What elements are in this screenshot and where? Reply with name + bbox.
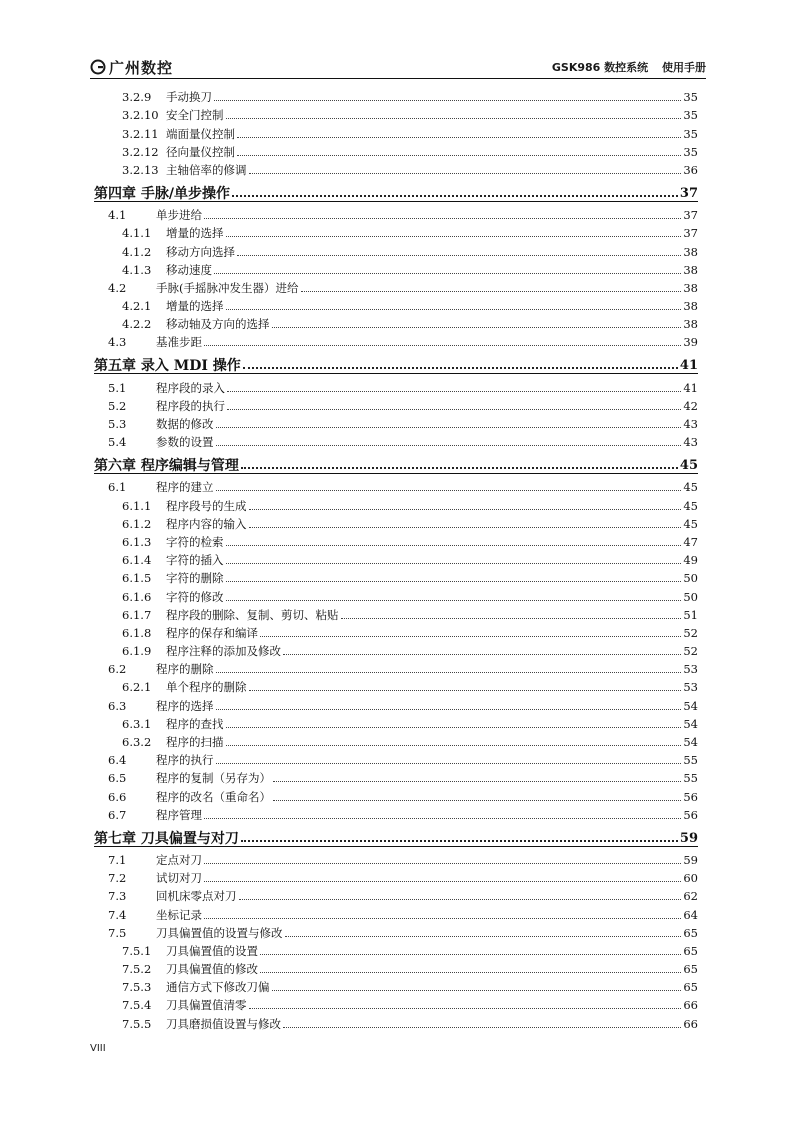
toc-title: 移动轴及方向的选择: [166, 317, 270, 332]
toc-entry-row[interactable]: [94, 513, 698, 531]
toc-entry-row[interactable]: [94, 994, 698, 1012]
toc-page-number: 41: [683, 380, 698, 395]
toc-page-number: 52: [683, 625, 698, 640]
toc-page-number: 53: [683, 680, 698, 695]
toc-entry-row[interactable]: [94, 313, 698, 331]
toc-page-number: 42: [683, 398, 698, 413]
toc-section-number: 4.1: [108, 208, 127, 223]
dot-leader: [216, 671, 682, 673]
toc-entry-row[interactable]: [94, 494, 698, 512]
dot-leader: [260, 635, 681, 637]
toc-page-number: 47: [683, 534, 698, 549]
header-title: [552, 59, 706, 75]
toc-page-number: 38: [683, 262, 698, 277]
toc-page-number: 55: [683, 771, 698, 786]
toc-page-number: 45: [683, 516, 698, 531]
toc-page-number: 43: [683, 417, 698, 431]
toc-title: 单步进给: [156, 208, 202, 223]
toc-page-number: 62: [683, 889, 698, 904]
toc-section-number: 7.1: [108, 852, 127, 867]
toc-entry-row[interactable]: [94, 958, 698, 976]
toc-section-number: 5.4: [108, 435, 127, 450]
toc-section-number: 7.5.1: [122, 943, 152, 958]
toc-entry-row[interactable]: [94, 585, 698, 603]
toc-entry-row[interactable]: [94, 676, 698, 694]
toc-entry-row[interactable]: [94, 658, 698, 676]
toc-entry-row[interactable]: [94, 549, 698, 567]
toc-entry-row[interactable]: [94, 431, 698, 449]
toc-entry-row[interactable]: [94, 204, 698, 222]
toc-section-number: 4.2.1: [122, 299, 152, 314]
toc-entry-row[interactable]: [94, 331, 698, 349]
toc-title: 刀具偏置值的设置: [166, 943, 258, 958]
toc-page-number: 35: [683, 126, 698, 141]
toc-page-number: 54: [683, 735, 698, 749]
toc-page-number: 52: [683, 644, 698, 659]
toc-page-number: 64: [683, 907, 698, 922]
toc-entry-row[interactable]: [94, 604, 698, 622]
toc-entry-row[interactable]: [94, 395, 698, 413]
toc-title: 程序的改名（重命名）: [156, 789, 271, 804]
toc-section-number: 6.3.2: [122, 735, 152, 749]
dot-leader: [249, 526, 682, 528]
toc-page-number: 65: [683, 962, 698, 977]
dot-leader: [226, 117, 682, 119]
toc-title: 安全门控制: [166, 108, 224, 123]
dot-leader: [241, 466, 678, 469]
dot-leader: [237, 254, 681, 256]
toc-page-number: 65: [683, 980, 698, 995]
dot-leader: [226, 580, 682, 582]
toc-section-number: 5.3: [108, 417, 127, 431]
dot-leader: [232, 194, 678, 197]
toc-title: 第四章 手脉/单步操作: [94, 185, 230, 202]
toc-chapter-row[interactable]: [94, 451, 698, 474]
toc-section-number: 6.4: [108, 753, 127, 768]
toc-title: 通信方式下修改刀偏: [166, 980, 270, 995]
dot-leader: [227, 408, 681, 410]
dot-leader: [214, 272, 681, 274]
dot-leader: [216, 489, 682, 491]
toc-section-number: 7.5.5: [122, 1016, 152, 1031]
toc-page-number: 45: [679, 458, 698, 474]
toc-entry-row[interactable]: [94, 567, 698, 585]
toc-section-number: 6.5: [108, 771, 127, 786]
dot-leader: [283, 1026, 681, 1028]
dot-leader: [204, 917, 681, 919]
toc-page-number: 35: [683, 90, 698, 105]
toc-section-number: 6.1.9: [122, 644, 152, 659]
toc-title: 程序管理: [156, 807, 202, 822]
toc-title: 刀具偏置值清零: [166, 998, 247, 1013]
toc-section-number: 6.3.1: [122, 716, 152, 731]
toc-page-number: 35: [683, 108, 698, 123]
toc-page-number: 65: [683, 925, 698, 940]
toc-page-number: 36: [683, 162, 698, 177]
toc-entry-row[interactable]: [94, 749, 698, 767]
dot-leader: [226, 744, 682, 746]
dot-leader: [249, 172, 682, 174]
toc-section-number: 6.2.1: [122, 680, 152, 695]
toc-section-number: 6.6: [108, 789, 127, 804]
toc-section-number: 7.5: [108, 925, 127, 940]
toc-entry-row[interactable]: [94, 767, 698, 785]
toc-title: 参数的设置: [156, 435, 214, 450]
dot-leader: [226, 308, 682, 310]
logo-text: 广州数控: [109, 58, 174, 77]
dot-leader: [214, 99, 681, 101]
toc-title: 第五章 录入 MDI 操作: [94, 358, 241, 375]
dot-leader: [273, 780, 681, 782]
toc-title: 字符的检索: [166, 534, 224, 549]
toc-page-number: 59: [679, 830, 698, 846]
toc-chapter-row[interactable]: [94, 179, 698, 202]
toc-title: 程序段的执行: [156, 398, 225, 413]
toc-title: 试切对刀: [156, 871, 202, 886]
dot-leader: [216, 426, 682, 428]
toc-title: 第六章 程序编辑与管理: [94, 458, 239, 475]
toc-entry-row[interactable]: [94, 849, 698, 867]
dot-leader: [226, 726, 682, 728]
toc-entry-row[interactable]: [94, 240, 698, 258]
toc-page-number: 50: [683, 571, 698, 586]
dot-leader: [237, 154, 681, 156]
toc-entry-row[interactable]: [94, 713, 698, 731]
toc-entry-row[interactable]: [94, 376, 698, 394]
dot-leader: [204, 344, 681, 346]
toc-section-number: 7.4: [108, 907, 127, 922]
toc-title: 刀具磨损值设置与修改: [166, 1016, 281, 1031]
toc-entry-row[interactable]: [94, 104, 698, 122]
toc-section-number: 7.3: [108, 889, 127, 904]
toc-entry-row[interactable]: [94, 804, 698, 822]
toc-page-number: 43: [683, 435, 698, 450]
toc-page-number: 49: [683, 553, 698, 568]
toc-title: 程序的复制（另存为）: [156, 771, 271, 786]
toc-page-number: 38: [683, 317, 698, 332]
toc-section-number: 7.5.3: [122, 980, 152, 995]
toc-title: 程序的删除: [156, 662, 214, 677]
dot-leader: [227, 390, 681, 392]
toc-section-number: 6.1.7: [122, 607, 152, 622]
dot-leader: [204, 217, 681, 219]
toc-section-number: 4.2.2: [122, 317, 152, 332]
toc-section-number: 7.5.2: [122, 962, 152, 977]
toc-title: 程序段的录入: [156, 380, 225, 395]
page-header: [90, 56, 706, 79]
dot-leader: [216, 708, 682, 710]
dot-leader: [204, 862, 681, 864]
toc-title: 手动换刀: [166, 90, 212, 105]
toc-entry-row[interactable]: [94, 122, 698, 140]
toc-section-number: 6.3: [108, 698, 127, 713]
toc-page-number: 65: [683, 943, 698, 958]
toc-title: 程序的查找: [166, 716, 224, 731]
toc-title: 程序注释的添加及修改: [166, 644, 281, 659]
toc-entry-row[interactable]: [94, 222, 698, 240]
dot-leader: [260, 953, 681, 955]
toc-page-number: 56: [683, 807, 698, 822]
toc-title: 程序的保存和编译: [166, 625, 258, 640]
toc-entry-row[interactable]: [94, 867, 698, 885]
toc-title: 数据的修改: [156, 417, 214, 431]
toc-page-number: 37: [679, 185, 698, 201]
toc-page-number: 37: [683, 226, 698, 241]
dot-leader: [301, 290, 682, 292]
toc-title: 定点对刀: [156, 852, 202, 867]
toc-page-number: 39: [683, 335, 698, 350]
dot-leader: [226, 544, 682, 546]
toc-title: 字符的修改: [166, 589, 224, 604]
toc-entry-row[interactable]: [94, 640, 698, 658]
toc-title: 程序的选择: [156, 698, 214, 713]
toc-section-number: 5.2: [108, 398, 127, 413]
toc-section-number: 3.2.10: [122, 108, 159, 123]
toc-title: 基准步距: [156, 335, 202, 350]
toc-page-number: 41: [679, 358, 698, 374]
toc-entry-row[interactable]: [94, 476, 698, 494]
toc-page-number: 45: [683, 498, 698, 513]
toc-entry-row[interactable]: [94, 259, 698, 277]
toc-entry-row[interactable]: [94, 694, 698, 712]
company-logo: [90, 56, 173, 78]
toc-section-number: 6.1.3: [122, 534, 152, 549]
toc-page-number: 53: [683, 662, 698, 677]
toc-section-number: 3.2.13: [122, 162, 159, 177]
toc-title: 移动速度: [166, 262, 212, 277]
toc-title: 程序的执行: [156, 753, 214, 768]
toc-title: 字符的插入: [166, 553, 224, 568]
toc-entry-row[interactable]: [94, 277, 698, 295]
dot-leader: [226, 562, 682, 564]
toc-entry-row[interactable]: [94, 86, 698, 104]
toc-page-number: 59: [683, 852, 698, 867]
toc-title: 程序的扫描: [166, 735, 224, 749]
toc-page-number: 38: [683, 244, 698, 259]
toc-entry-row[interactable]: [94, 885, 698, 903]
dot-leader: [273, 799, 681, 801]
dot-leader: [226, 235, 682, 237]
toc-section-number: 4.1.2: [122, 244, 152, 259]
page-number: VIII: [90, 1043, 106, 1054]
toc-title: 程序的建立: [156, 480, 214, 495]
toc-section-number: 6.1.4: [122, 553, 152, 568]
toc-entry-row[interactable]: [94, 295, 698, 313]
toc-title: 刀具偏置值的修改: [166, 962, 258, 977]
toc-page-number: 37: [683, 208, 698, 223]
toc-page-number: 66: [683, 1016, 698, 1031]
toc-title: 增量的选择: [166, 226, 224, 241]
toc-title: 坐标记录: [156, 907, 202, 922]
toc-page-number: 66: [683, 998, 698, 1013]
toc-title: 端面量仪控制: [166, 126, 235, 141]
toc-section-number: 6.1.5: [122, 571, 152, 586]
dot-leader: [249, 689, 682, 691]
toc-section-number: 3.2.11: [122, 126, 159, 141]
toc-page-number: 56: [683, 789, 698, 804]
toc-entry-row[interactable]: [94, 731, 698, 749]
toc-section-number: 4.1.1: [122, 226, 152, 241]
toc-section-number: 6.1.1: [122, 498, 152, 513]
toc-title: 主轴倍率的修调: [166, 162, 247, 177]
toc-title: 移动方向选择: [166, 244, 235, 259]
toc-title: 程序段的删除、复制、剪切、粘贴: [166, 607, 339, 622]
dot-leader: [243, 366, 678, 369]
dot-leader: [272, 326, 682, 328]
toc-title: 刀具偏置值的设置与修改: [156, 925, 283, 940]
toc-entry-row[interactable]: [94, 531, 698, 549]
toc-entry-row[interactable]: [94, 976, 698, 994]
dot-leader: [249, 1007, 682, 1009]
toc-chapter-row[interactable]: [94, 824, 698, 847]
toc-section-number: 6.7: [108, 807, 127, 822]
toc-section-number: 4.3: [108, 335, 127, 350]
toc-section-number: 5.1: [108, 380, 127, 395]
toc-page-number: 45: [683, 480, 698, 495]
toc-page-number: 38: [683, 299, 698, 314]
toc-entry-row[interactable]: [94, 940, 698, 958]
toc-title: 程序内容的输入: [166, 516, 247, 531]
toc-page-number: 50: [683, 589, 698, 604]
toc-title: 单个程序的删除: [166, 680, 247, 695]
toc-entry-row[interactable]: [94, 141, 698, 159]
product-name: GSK986 数控系统: [551, 61, 649, 74]
dot-leader: [226, 599, 682, 601]
toc-entry-row[interactable]: [94, 922, 698, 940]
toc-section-number: 3.2.12: [122, 144, 159, 159]
toc-entry-row[interactable]: [94, 159, 698, 177]
toc-entry-row[interactable]: [94, 622, 698, 640]
toc-title: 回机床零点对刀: [156, 889, 237, 904]
toc-title: 增量的选择: [166, 299, 224, 314]
toc-section-number: 6.1.2: [122, 516, 152, 531]
manual-name: 使用手册: [662, 61, 706, 74]
dot-leader: [204, 880, 681, 882]
toc-section-number: 7.5.4: [122, 998, 152, 1013]
dot-leader: [260, 971, 681, 973]
toc-section-number: 6.1.8: [122, 625, 152, 640]
dot-leader: [237, 136, 681, 138]
toc-entry-row[interactable]: [94, 1012, 698, 1030]
toc-section-number: 7.2: [108, 871, 127, 886]
dot-leader: [341, 617, 682, 619]
toc-title: 第七章 刀具偏置与对刀: [94, 830, 239, 847]
dot-leader: [249, 508, 682, 510]
dot-leader: [283, 653, 681, 655]
toc-page-number: 38: [683, 280, 698, 295]
toc-title: 手脉(手摇脉冲发生器）进给: [156, 280, 299, 295]
toc-title: 程序段号的生成: [166, 498, 247, 513]
toc-page-number: 54: [683, 698, 698, 713]
toc-entry-row[interactable]: [94, 413, 698, 431]
dot-leader: [239, 898, 682, 900]
toc-section-number: 6.2: [108, 662, 127, 677]
toc-section-number: 4.1.3: [122, 262, 152, 277]
dot-leader: [216, 762, 682, 764]
toc-page-number: 51: [683, 607, 698, 622]
toc-entry-row[interactable]: [94, 903, 698, 921]
toc-page-number: 60: [683, 871, 698, 886]
toc-page-number: 55: [683, 753, 698, 768]
dot-leader: [285, 935, 682, 937]
dot-leader: [272, 989, 682, 991]
toc-title: 径向量仪控制: [166, 144, 235, 159]
toc-title: 字符的删除: [166, 571, 224, 586]
gsk-logo-icon: [90, 59, 106, 75]
toc-page-number: 54: [683, 716, 698, 731]
toc-section-number: 4.2: [108, 280, 127, 295]
dot-leader: [241, 839, 678, 842]
toc-page-number: 35: [683, 144, 698, 159]
toc-section-number: 6.1: [108, 480, 127, 495]
table-of-contents: [94, 86, 698, 1031]
toc-chapter-row[interactable]: [94, 351, 698, 374]
toc-section-number: 6.1.6: [122, 589, 152, 604]
toc-entry-row[interactable]: [94, 785, 698, 803]
dot-leader: [204, 817, 681, 819]
toc-section-number: 3.2.9: [122, 90, 152, 105]
dot-leader: [216, 444, 682, 446]
